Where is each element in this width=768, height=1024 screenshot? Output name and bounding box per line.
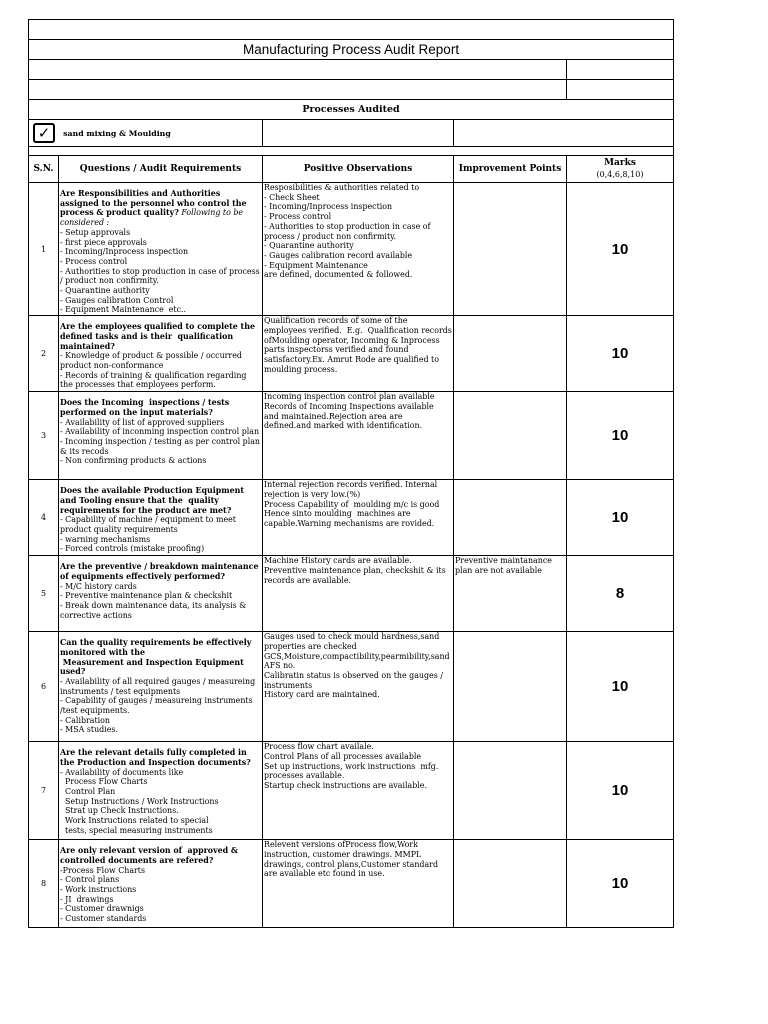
row-improvement	[454, 742, 567, 840]
question-item: - Capability of gauges / measureing instruments /test equipments.	[60, 696, 256, 716]
question-item: - Work instructions	[60, 884, 137, 894]
question-item: - Forced controls (mistake proofing)	[60, 544, 205, 554]
row-marks: 10	[567, 316, 674, 392]
question-item: - Control plans	[60, 875, 120, 885]
row-question	[59, 392, 263, 480]
question-item: - Calibration	[60, 715, 111, 725]
question-item: - Availability of list of approved suppliers	[60, 417, 225, 427]
row-marks: 10	[567, 840, 674, 928]
question-item: - Incoming/Inprocess inspection	[60, 247, 189, 257]
blank-row	[29, 20, 674, 40]
question-item: - Gauges calibration Control	[60, 295, 174, 305]
row-sn: 8	[29, 840, 59, 928]
question-item: - Process control	[60, 256, 128, 266]
question-item: - Break down maintenance data, its analysis & corrective actions	[60, 600, 249, 620]
question-item: - Equipment Maintenance etc..	[60, 305, 187, 315]
question-item: -Process Flow Charts	[60, 865, 146, 875]
row-question	[59, 316, 263, 392]
question-item: - Customer standards	[60, 914, 147, 924]
row-sn: 4	[29, 480, 59, 556]
question-heading: Does the Incoming inspections / tests performed on the input materials?	[60, 398, 232, 417]
question-item: - Non confirming products & actions	[60, 456, 207, 466]
row-marks: 10	[567, 183, 674, 316]
question-item: - Quarantine authority	[60, 286, 150, 296]
question-heading: Are the relevant details fully completed in the Production and Inspection documents?	[60, 748, 251, 767]
audit-row	[29, 632, 674, 742]
row-marks: 10	[567, 742, 674, 840]
row-improvement	[454, 480, 567, 556]
question-item: - M/C history cards	[60, 581, 137, 591]
row-observation: Relevent versions ofProcess flow,Work instruction, customer drawings. MMPL drawings, control plans,Customer standard are available etc found in use.	[263, 840, 454, 928]
question-item: - Capability of machine / equipment to meet product quality requirements	[60, 515, 239, 534]
row-improvement	[454, 316, 567, 392]
row-marks: 8	[567, 556, 674, 632]
report-title: Manufacturing Process Audit Report	[29, 40, 674, 60]
question-item: - Knowledge of product & possible / occurred product non-conformance	[60, 351, 245, 370]
process-name: sand mixing & Moulding	[63, 128, 171, 138]
row-improvement: Preventive maintanance plan are not available	[454, 556, 567, 632]
question-item: Control Plan	[60, 786, 116, 796]
process-row	[29, 120, 674, 147]
question-item: - Customer drawnigs	[60, 904, 144, 914]
row-observation: Gauges used to check mould hardness,sand properties are checked GCS,Moisture,compactibility,pearmibility,sand AFS no. Calibratin status is observed on the gauges / instruments History card are maintained.	[263, 632, 454, 742]
row-sn: 6	[29, 632, 59, 742]
row-question	[59, 556, 263, 632]
question-item: tests, special measuring instruments	[60, 825, 213, 835]
audit-row	[29, 742, 674, 840]
question-item: - Authorities to stop production in case of process / product non confirmity.	[60, 266, 263, 286]
audit-rows	[29, 183, 674, 928]
process-cell	[29, 120, 263, 147]
row-question	[59, 183, 263, 316]
header-improvements: Improvement Points	[454, 156, 567, 183]
row-observation: Qualification records of some of the employees verified. E.g. Qualification records ofMoulding operator, Incoming & Inprocess parts inspectorss verified and found satisfactory.Ex. Amrut Rode are qualified to moulding process.	[263, 316, 454, 392]
audit-row	[29, 480, 674, 556]
question-item: - first piece approvals	[60, 237, 147, 247]
section-row	[29, 100, 674, 120]
question-item: - Availability of inconming inspection control plan	[60, 427, 260, 437]
row-sn: 3	[29, 392, 59, 480]
row-marks: 10	[567, 392, 674, 480]
question-item: - warning mechanisms	[60, 534, 151, 544]
audit-report-sheet	[28, 19, 673, 928]
row-improvement	[454, 840, 567, 928]
question-heading: Are only relevant version of approved & controlled documents are refered?	[60, 846, 241, 865]
blank-row	[29, 60, 674, 80]
header-marks	[567, 156, 674, 183]
question-heading: Can the quality requirements be effectively monitored with the Measurement and Inspection Equipment used?	[60, 638, 252, 677]
question-item: - Records of training & qualification regarding the processes that employees perform.	[60, 370, 249, 390]
row-sn: 7	[29, 742, 59, 840]
checkbox-icon[interactable]: ✓	[33, 123, 55, 143]
row-sn: 2	[29, 316, 59, 392]
row-observation: Incoming inspection control plan available Records of Incoming Inspections available and maintained.Rejection area are defined.and marked with identification.	[263, 392, 454, 480]
audit-row	[29, 316, 674, 392]
question-heading: Does the available Production Equipment and Tooling ensure that the quality requirements for the product are met?	[60, 486, 247, 515]
question-item: - Incoming inspection / testing as per control plan & its recods	[60, 436, 263, 456]
row-improvement	[454, 632, 567, 742]
audit-row	[29, 840, 674, 928]
row-observation: Machine History cards are available. Preventive maintenance plan, checkshit & its records are available.	[263, 556, 454, 632]
question-item: - Availability of documents like	[60, 767, 184, 777]
row-observation: Process flow chart availale. Control Plans of all processes available Set up instructions, work instructions mfg. processes available. Startup check instructions are available.	[263, 742, 454, 840]
question-item: - Availability of all required gauges / measureing instruments / test equipments	[60, 676, 258, 696]
blank-row	[29, 80, 674, 100]
audit-row	[29, 392, 674, 480]
header-marks-scale: (0,4,6,8,10)	[596, 170, 644, 179]
header-sn: S.N.	[29, 156, 59, 183]
question-heading: Are the preventive / breakdown maintenance of equipments effectively performed?	[60, 562, 262, 581]
question-item: Work Instructions related to special	[60, 816, 209, 826]
title-row	[29, 40, 674, 60]
audit-row	[29, 556, 674, 632]
row-question	[59, 632, 263, 742]
question-item: - JI drawings	[60, 894, 114, 904]
row-question	[59, 480, 263, 556]
question-note: Following to be considered :	[60, 208, 244, 228]
question-heading: Are the employees qualified to complete the defined tasks and is their qualification maintained?	[60, 322, 258, 351]
question-item: Setup Instructions / Work Instructions	[60, 796, 219, 806]
header-marks-label: Marks	[604, 158, 636, 168]
row-observation: Resposibilities & authorities related to - Check Sheet - Incoming/Inprocess inspection - Process control - Authorities to stop production in case of process / product non confirmity. - Quarantine authority - Gauges calibration record available - Equipment Maintenance are defined, documented & followed.	[263, 183, 454, 316]
row-marks: 10	[567, 480, 674, 556]
audit-row	[29, 183, 674, 316]
row-question	[59, 742, 263, 840]
header-observations: Positive Observations	[263, 156, 454, 183]
row-improvement	[454, 183, 567, 316]
question-item: - Setup approvals	[60, 227, 131, 237]
audit-table	[28, 19, 674, 928]
row-observation: Internal rejection records verified. Internal rejection is very low.(%) Process Capability of moulding m/c is good Hence sinto moulding machines are capable.Warning mechanisms are rovided.	[263, 480, 454, 556]
section-title: Processes Audited	[29, 100, 674, 120]
header-row	[29, 156, 674, 183]
question-item: - MSA studies.	[60, 725, 118, 735]
question-heading: Are Responsibilities and Authorities assigned to the personnel who control the process & product quality?	[60, 189, 250, 218]
header-questions: Questions / Audit Requirements	[59, 156, 263, 183]
row-question	[59, 840, 263, 928]
row-sn: 1	[29, 183, 59, 316]
row-improvement	[454, 392, 567, 480]
question-item: Strat up Check Instructions.	[60, 806, 179, 816]
row-sn: 5	[29, 556, 59, 632]
question-item: - Preventive maintenance plan & checkshit	[60, 591, 233, 601]
question-item: Process Flow Charts	[60, 777, 148, 787]
row-marks: 10	[567, 632, 674, 742]
gap-row	[29, 147, 674, 156]
